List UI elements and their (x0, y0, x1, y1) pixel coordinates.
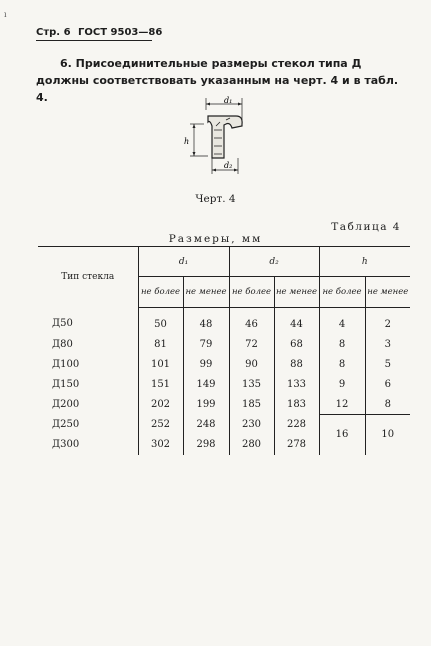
cell-value: 133 (274, 374, 319, 394)
table-row (38, 308, 410, 335)
cell-value-merged: 16 (319, 415, 365, 455)
cell-type: Д80 (52, 338, 73, 350)
label-h: h (184, 137, 190, 146)
cell-value: 8 (319, 334, 365, 354)
cell-value: 252 (138, 415, 183, 435)
cell-value: 248 (183, 415, 229, 435)
cell-value: 278 (274, 435, 319, 455)
standard-code: ГОСТ 9503—86 (78, 27, 163, 38)
cell-value: 90 (229, 354, 274, 374)
page-header (36, 27, 162, 38)
cell-type: Д300 (52, 439, 80, 450)
cell-value: 12 (319, 394, 365, 415)
cell-value: 46 (229, 308, 274, 335)
table-4 (38, 246, 410, 455)
label-d2: d₂ (224, 161, 233, 170)
cell-value: 48 (183, 308, 229, 335)
page-number: Стр. 6 (36, 27, 71, 38)
cell-value: 151 (138, 374, 183, 394)
cell-value: 2 (365, 308, 410, 335)
cell-value: 99 (183, 354, 229, 374)
col-d2-header: d₂ (229, 247, 319, 277)
page-mark: ı (4, 10, 7, 19)
cell-value: 81 (138, 334, 183, 354)
table-row (38, 394, 410, 415)
sub-header: не менее (183, 277, 229, 308)
header-rule (36, 40, 152, 41)
cell-value: 183 (274, 394, 319, 415)
sub-header: не менее (365, 277, 410, 308)
sub-header: не более (319, 277, 365, 308)
table-row (38, 415, 410, 435)
cell-value: 185 (229, 394, 274, 415)
sub-header: не более (138, 277, 183, 308)
drawing-4 (180, 96, 250, 178)
paragraph-6: 6. Присоединительные размеры стекол типа Д должны соответствовать указанным на черт. 4 и в табл. 4. (36, 57, 399, 104)
cell-type: Д100 (52, 358, 80, 370)
cell-value: 149 (183, 374, 229, 394)
cell-value: 280 (229, 435, 274, 455)
col-d1-header: d₁ (138, 247, 229, 277)
cell-value: 202 (138, 394, 183, 415)
table-row (38, 334, 410, 354)
cell-value: 135 (229, 374, 274, 394)
cell-value: 298 (183, 435, 229, 455)
cell-value: 101 (138, 354, 183, 374)
table-number: Таблица 4 (331, 221, 401, 233)
cell-value: 230 (229, 415, 274, 435)
cell-value: 4 (319, 308, 365, 335)
cell-value: 9 (319, 374, 365, 394)
cell-value: 3 (365, 334, 410, 354)
cell-value: 199 (183, 394, 229, 415)
cell-value: 6 (365, 374, 410, 394)
cell-value: 68 (274, 334, 319, 354)
cell-value: 8 (365, 394, 410, 415)
table-row (38, 354, 410, 374)
cell-type: Д200 (52, 398, 80, 410)
cell-value: 79 (183, 334, 229, 354)
cell-value: 8 (319, 354, 365, 374)
cell-value: 302 (138, 435, 183, 455)
cell-value-merged: 10 (365, 415, 410, 455)
cell-type: Д150 (52, 378, 80, 390)
table-row (38, 374, 410, 394)
cell-value: 50 (138, 308, 183, 335)
cell-type: Д50 (52, 318, 73, 330)
col-type-header: Тип стекла (38, 247, 138, 308)
table-caption: Размеры, мм (168, 233, 263, 245)
cell-value: 44 (274, 308, 319, 335)
figure-caption: Черт. 4 (195, 193, 236, 205)
cell-value: 88 (274, 354, 319, 374)
sub-header: не менее (274, 277, 319, 308)
col-h-header: h (319, 247, 410, 277)
cell-value: 5 (365, 354, 410, 374)
label-d1: d₁ (224, 96, 233, 105)
cell-type: Д250 (52, 419, 80, 430)
sub-header: не более (229, 277, 274, 308)
cell-value: 72 (229, 334, 274, 354)
cell-value: 228 (274, 415, 319, 435)
